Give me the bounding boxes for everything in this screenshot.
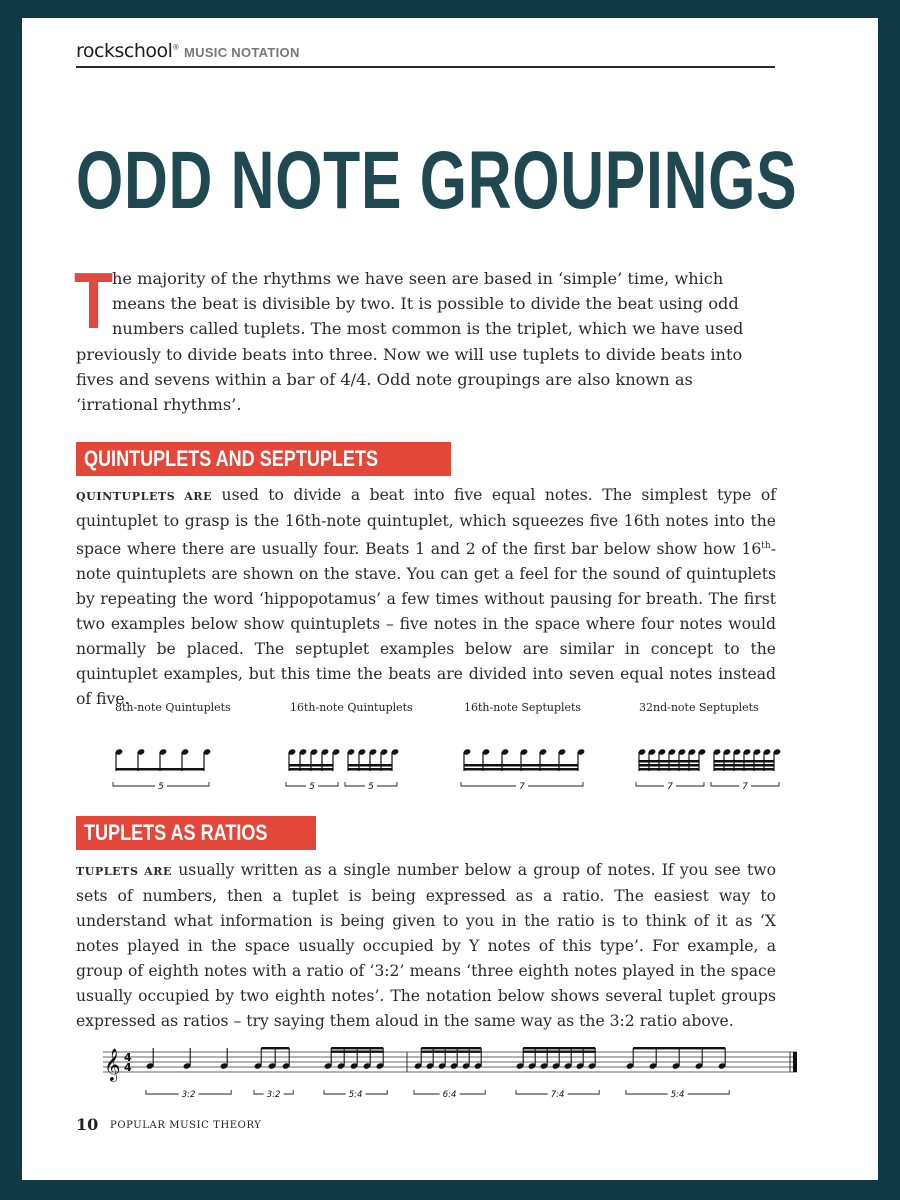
beam [464, 764, 578, 767]
beam [289, 764, 333, 767]
tuplet-number: 7 [742, 782, 748, 792]
beam [116, 768, 204, 771]
final-barline [793, 1052, 797, 1072]
tuplet-examples [100, 735, 800, 800]
section-heading-ratios: TUPLETS AS RATIOS [76, 816, 316, 850]
beam [714, 760, 774, 763]
beam [714, 764, 774, 767]
time-signature-bottom: 4 [124, 1061, 132, 1074]
ratio-stave [95, 1040, 805, 1110]
beam [464, 768, 578, 771]
tuplet-ratio: 6:4 [442, 1090, 457, 1100]
tuplet-number: 7 [667, 782, 673, 792]
beam [261, 1047, 289, 1049]
beam [639, 760, 699, 763]
footer-label: POPULAR MUSIC THEORY [110, 1120, 262, 1131]
ratios-paragraph: TUPLETS ARE usually written as a single number below a group of notes. If you see two sets of numbers, then a tuplet is being expressed as a ratio. The easiest way to understand what information is being given to you in the ratio is to think of it as ‘X notes played in the space usually occupied by Y notes of this type’. For example, a group of eighth notes with a ratio of ‘3:2’ means ‘three eighth notes played in the space usually occupied by two eighth notes’. The notation below shows several tuplet groups expressed as ratios – try saying them aloud in the same way as the 3:2 ratio above. [76, 861, 776, 1030]
brand-logo: rockschool® [76, 40, 179, 62]
lead-in: TUPLETS ARE [76, 865, 173, 878]
tuplet-ratio: 5:4 [670, 1090, 685, 1100]
page-header [76, 40, 775, 68]
beam [331, 1051, 383, 1053]
beam [348, 764, 392, 767]
drop-cap: T [74, 256, 114, 345]
time-signature-top: 4 [124, 1051, 132, 1064]
beam [639, 764, 699, 767]
beam [331, 1047, 383, 1049]
treble-clef-icon: 𝄞 [104, 1048, 121, 1081]
intro-paragraph: T he majority of the rhythms we have seen are based in ‘simple’ time, which means the beat is divisible by two. It is possible to divide the beat using odd numbers called tuplets. The most common is the triplet, which we have used previously to divide beats into three. Now we will use tuplets to divide beats into fives and sevens within a bar of 4/4. Odd note groupings are also known as ‘irrational rhythms’. [74, 256, 744, 415]
tuplet-ratio: 7:4 [550, 1090, 565, 1100]
tuplet-ratio: 3:2 [266, 1090, 281, 1100]
quintuplets-paragraph: QUINTUPLETS ARE used to divide a beat into five equal notes. The simplest type of quintuplet to grasp is the 16th-note quintuplet, which squeezes five 16th notes into the space where there are usually four. Beats 1 and 2 of the first bar below show how 16th-note quintuplets are shown on the stave. You can get a feel for the sound of quintuplets by repeating the word ‘hippopotamus’ a few times without pausing for breath. The first two examples below show quintuplets – five notes in the space where four notes would normally be placed. The septuplet examples below are similar in concept to the quintuplet examples, but this time the beats are divided into seven equal notes instead of five. [76, 486, 776, 709]
tuplet-ratio: 5:4 [348, 1090, 363, 1100]
beam [639, 768, 699, 771]
beam [523, 1051, 595, 1053]
tuplet-ratio: 3:2 [181, 1090, 196, 1100]
beam [289, 768, 333, 771]
beam [714, 768, 774, 771]
example-label: 32nd-note Septuplets [639, 701, 759, 714]
page-title: ODD NOTE GROUPINGS [76, 135, 798, 226]
section-tag: MUSIC NOTATION [184, 45, 300, 60]
lead-in: QUINTUPLETS ARE [76, 490, 213, 503]
example-label: 8th-note Quintuplets [115, 701, 231, 714]
section-heading-quintuplets: QUINTUPLETS AND SEPTUPLETS [76, 442, 451, 476]
page-number: 10 [76, 1115, 99, 1134]
beam [633, 1047, 725, 1049]
tuplet-number: 7 [519, 782, 525, 792]
example-label: 16th-note Quintuplets [290, 701, 413, 714]
tuplet-number: 5 [309, 782, 315, 792]
example-label: 16th-note Septuplets [464, 701, 582, 714]
beam [348, 768, 392, 771]
beam [421, 1051, 481, 1053]
tuplet-number: 5 [158, 782, 164, 792]
tuplet-number: 5 [368, 782, 374, 792]
beam [523, 1047, 595, 1049]
beam [421, 1047, 481, 1049]
